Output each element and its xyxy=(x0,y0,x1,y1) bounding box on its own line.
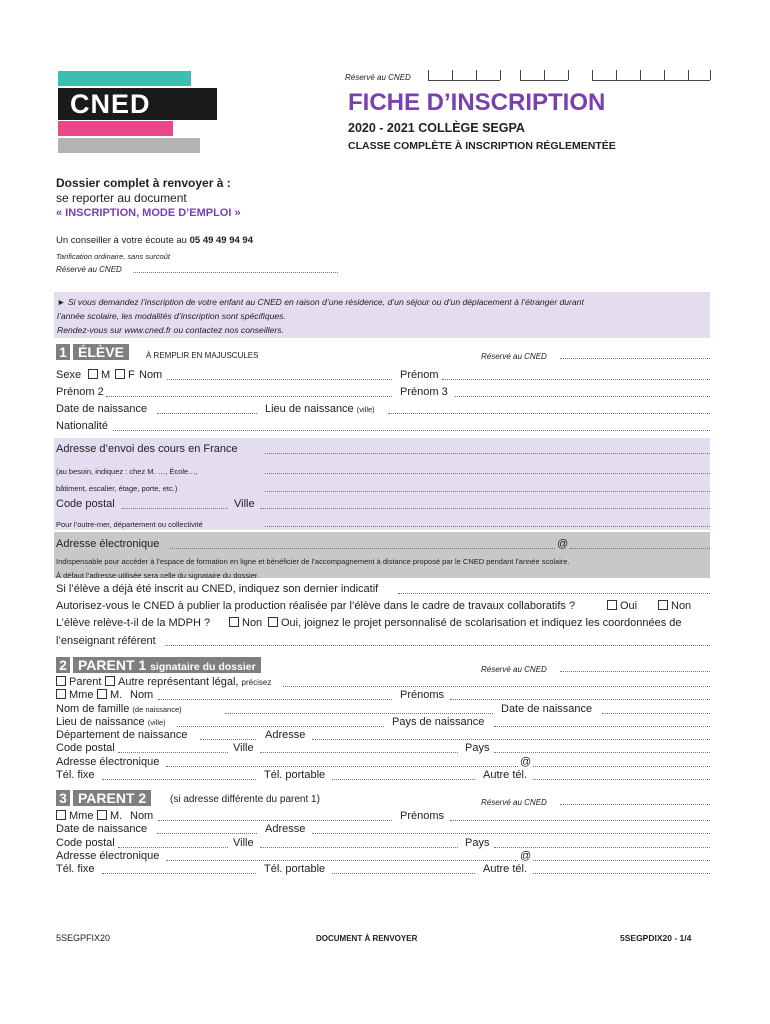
p1-adresse-field[interactable] xyxy=(312,739,710,740)
p1-nom-field[interactable] xyxy=(158,699,392,700)
p1-mme-label: Mme xyxy=(69,689,94,701)
logo-text: CNED xyxy=(70,89,151,119)
p2-tel-fixe-label: Tél. fixe xyxy=(56,863,95,875)
outremer-hint: Pour l’outre-mer, département ou collectivité xyxy=(56,520,203,529)
p2-nom-label: Nom xyxy=(130,810,154,822)
precisez-label: précisez xyxy=(241,678,272,687)
p1-date-naissance-field[interactable] xyxy=(602,713,710,714)
nationalite-field[interactable] xyxy=(113,430,710,431)
email-indispensable: Indispensable pour accéder à l’espace de formation en ligne et bénéficier de l’accompagnement à distance proposé par le CNED pendant l’année scolaire. xyxy=(56,557,570,566)
outremer-field[interactable] xyxy=(265,526,710,527)
p1-prenoms-label: Prénoms xyxy=(400,689,445,701)
nom-field[interactable] xyxy=(167,379,392,380)
precisez-field[interactable] xyxy=(283,686,710,687)
reserve-label: Réservé au CNED xyxy=(345,73,411,82)
prenom-field[interactable] xyxy=(442,379,710,380)
code-postal-label: Code postal xyxy=(56,498,115,510)
p2-ville-field[interactable] xyxy=(260,847,458,848)
section2-title-text: PARENT 1 xyxy=(78,657,147,673)
section2-title-suffix: signataire du dossier xyxy=(150,661,256,673)
p2-ville-label: Ville xyxy=(233,837,254,849)
mdph-oui-option[interactable] xyxy=(268,617,682,630)
prenom-label: Prénom xyxy=(400,369,439,381)
p1-lieu-text: Lieu de naissance xyxy=(56,716,145,728)
p2-email-at: @ xyxy=(520,850,532,862)
non2-label: Non xyxy=(242,617,263,629)
sexe-m-option[interactable] xyxy=(88,369,110,382)
section2-number: 2 xyxy=(56,657,70,673)
dossier-line3: « INSCRIPTION, MODE D’EMPLOI » xyxy=(56,207,241,219)
p1-mme-option[interactable] xyxy=(56,689,93,702)
sexe-label: Sexe xyxy=(56,369,82,381)
p2-m-option[interactable] xyxy=(97,810,122,823)
section1-number: 1 xyxy=(56,344,70,360)
footer-center: DOCUMENT À RENVOYER xyxy=(316,934,418,943)
section3-number: 3 xyxy=(56,790,70,806)
code-postal-field[interactable] xyxy=(122,508,228,509)
email-defaut: À défaut l’adresse utilisée sera celle du signataire du dossier. xyxy=(56,571,260,580)
adresse-line3-field[interactable] xyxy=(265,491,710,492)
ville-label: Ville xyxy=(234,498,255,510)
p1-nom-famille-field[interactable] xyxy=(225,713,493,714)
adresse-line2-field[interactable] xyxy=(265,473,710,474)
p2-date-naissance-field[interactable] xyxy=(157,833,257,834)
checkbox-mdph-non[interactable] xyxy=(229,617,239,627)
deja-inscrit-label: Si l’élève a déjà été inscrit au CNED, indiquez son dernier indicatif xyxy=(56,583,379,595)
date-naissance-field[interactable] xyxy=(157,413,257,414)
subtitle-class: CLASSE COMPLÈTE À INSCRIPTION RÉGLEMENTÉE xyxy=(348,140,616,152)
p1-departement-field[interactable] xyxy=(200,739,256,740)
prenom3-label: Prénom 3 xyxy=(400,386,448,398)
ville-field[interactable] xyxy=(260,508,710,509)
notice-line2: l’année scolaire, les modalités d’inscription sont spécifiques. xyxy=(57,311,286,321)
checkbox-autorisez-oui[interactable] xyxy=(607,600,617,610)
oui-label: Oui xyxy=(620,600,638,612)
section1-reserve: Réservé au CNED xyxy=(481,352,547,361)
autorisez-oui-option[interactable] xyxy=(607,600,637,613)
m-label: M xyxy=(101,369,111,381)
p1-nom-label: Nom xyxy=(130,689,154,701)
autre-option[interactable] xyxy=(105,676,271,689)
section1-hint: À REMPLIR EN MAJUSCULES xyxy=(146,351,259,360)
section3-reserve: Réservé au CNED xyxy=(481,798,547,807)
page-title: FICHE D’INSCRIPTION xyxy=(348,89,606,116)
p1-lieu-naissance-field[interactable] xyxy=(177,726,384,727)
date-naissance-label: Date de naissance xyxy=(56,403,148,415)
au-besoin-hint: (au besoin, indiquez : chez M. …, École…, xyxy=(56,467,198,476)
p1-ville-field[interactable] xyxy=(260,752,458,753)
p2-tel-portable-field[interactable] xyxy=(332,873,475,874)
p1-code-postal-field[interactable] xyxy=(118,752,228,753)
p1-tel-fixe-label: Tél. fixe xyxy=(56,769,95,781)
indicatif-field[interactable] xyxy=(398,593,710,594)
p2-code-postal-label: Code postal xyxy=(56,837,115,849)
footer-right: 5SEGPDIX20 - 1/4 xyxy=(620,933,692,943)
p2-autre-tel-label: Autre tél. xyxy=(483,863,528,875)
p2-mme-label: Mme xyxy=(69,810,94,822)
prenom2-field[interactable] xyxy=(106,396,392,397)
p2-adresse-field[interactable] xyxy=(312,833,710,834)
email-at: @ xyxy=(557,538,569,550)
p2-tel-fixe-field[interactable] xyxy=(102,873,256,874)
checkbox-m[interactable] xyxy=(88,369,98,379)
p2-email-user-field[interactable] xyxy=(166,860,518,861)
p2-pays-field[interactable] xyxy=(494,847,710,848)
parent-option[interactable] xyxy=(56,676,101,689)
batiment-hint: bâtiment, escalier, étage, porte, etc.) xyxy=(56,484,178,493)
lieu-naissance-field[interactable] xyxy=(388,413,710,414)
p2-code-postal-field[interactable] xyxy=(118,847,228,848)
p2-adresse-label: Adresse xyxy=(265,823,306,835)
subtitle-year: 2020 - 2021 COLLÈGE SEGPA xyxy=(348,121,525,135)
lieu-naissance-label xyxy=(265,403,375,416)
p1-lieu-naissance-label xyxy=(56,716,166,729)
checkbox-mdph-oui[interactable] xyxy=(268,617,278,627)
checkbox-p2-mme[interactable] xyxy=(56,810,66,820)
mdph-label: L’élève relève-t-il de la MDPH ? xyxy=(56,617,211,629)
lieu-label: Lieu de naissance xyxy=(265,403,354,415)
checkbox-p2-m[interactable] xyxy=(97,810,107,820)
p2-nom-field[interactable] xyxy=(158,820,392,821)
email-user-field[interactable] xyxy=(170,548,555,549)
p1-nom-famille-label xyxy=(56,703,182,716)
section3-title: PARENT 2 xyxy=(73,790,151,806)
prenom3-field[interactable] xyxy=(455,396,710,397)
p2-m-label: M. xyxy=(110,810,123,822)
p1-code-postal-label: Code postal xyxy=(56,742,115,754)
checkbox-p1-m[interactable] xyxy=(97,689,107,699)
section2-title xyxy=(73,657,261,673)
p2-mme-option[interactable] xyxy=(56,810,93,823)
p1-tel-portable-label: Tél. portable xyxy=(264,769,326,781)
section3-reserve-field[interactable] xyxy=(560,804,710,805)
nationalite-label: Nationalité xyxy=(56,420,108,432)
sexe-f-option[interactable] xyxy=(115,369,135,382)
nom-famille-text: Nom de famille xyxy=(56,703,130,715)
p2-email-domain-field[interactable] xyxy=(533,860,710,861)
checkbox-autorisez-non[interactable] xyxy=(658,600,668,610)
checkbox-f[interactable] xyxy=(115,369,125,379)
mdph-non-option[interactable] xyxy=(229,617,262,630)
p1-pays-field[interactable] xyxy=(494,752,710,753)
p2-tel-portable-label: Tél. portable xyxy=(264,863,326,875)
p1-ville-hint: (ville) xyxy=(147,718,166,727)
autorisez-label: Autorisez-vous le CNED à publier la production réalisée par l’élève dans le cadre de travaux collaboratifs ? xyxy=(56,600,576,612)
p2-prenoms-field[interactable] xyxy=(450,820,710,821)
enseignant-label: l’enseignant référent xyxy=(56,635,156,647)
conseiller-label: Un conseiller à votre écoute au xyxy=(56,235,187,246)
reserve-boxes[interactable] xyxy=(428,68,712,82)
p1-adresse-label: Adresse xyxy=(265,729,306,741)
nom-label: Nom xyxy=(139,369,163,381)
p1-pays-naissance-label: Pays de naissance xyxy=(392,716,485,728)
checkbox-parent[interactable] xyxy=(56,676,66,686)
p2-email-label: Adresse électronique xyxy=(56,850,160,862)
p1-prenoms-field[interactable] xyxy=(450,699,710,700)
autorisez-non-option[interactable] xyxy=(658,600,691,613)
tarif-note: Tarification ordinaire, sans surcoût xyxy=(56,252,170,261)
non-label: Non xyxy=(671,600,692,612)
section2-reserve-field[interactable] xyxy=(560,671,710,672)
prenom2-label: Prénom 2 xyxy=(56,386,104,398)
de-naissance-hint: (de naissance) xyxy=(132,705,182,714)
email-domain-field[interactable] xyxy=(570,548,710,549)
dossier-reserve-field[interactable] xyxy=(133,272,338,273)
adresse-envoi-label: Adresse d’envoi des cours en France xyxy=(56,443,238,455)
p1-tel-fixe-field[interactable] xyxy=(102,779,256,780)
dossier-line1: Dossier complet à renvoyer à : xyxy=(56,176,231,190)
dossier-reserve: Réservé au CNED xyxy=(56,265,122,274)
p1-email-user-field[interactable] xyxy=(166,766,518,767)
p1-ville-label: Ville xyxy=(233,742,254,754)
section3-hint: (si adresse différente du parent 1) xyxy=(170,794,320,805)
dossier-line2: se reporter au document xyxy=(56,191,187,205)
oui-joignez-label: Oui, joignez le projet personnalisé de scolarisation et indiquez les coordonnées de xyxy=(281,617,682,629)
ville-hint: (ville) xyxy=(356,405,375,414)
enseignant-field[interactable] xyxy=(165,645,710,646)
p2-autre-tel-field[interactable] xyxy=(533,873,710,874)
email-label: Adresse électronique xyxy=(56,538,160,550)
p1-departement-label: Département de naissance xyxy=(56,729,188,741)
section1-title: ÉLÈVE xyxy=(73,344,129,360)
p2-date-naissance-label: Date de naissance xyxy=(56,823,148,835)
adresse-line1-field[interactable] xyxy=(265,453,710,454)
p1-pays-label: Pays xyxy=(465,742,490,754)
parent-label: Parent xyxy=(69,676,102,688)
p2-prenoms-label: Prénoms xyxy=(400,810,445,822)
notice-line3: Rendez-vous sur www.cned.fr ou contactez nos conseillers. xyxy=(57,325,284,335)
notice-line1: ► Si vous demandez l’inscription de votre enfant au CNED en raison d’une résidence, d’un séjour ou d’un déplacement à l’étranger durant xyxy=(57,297,584,307)
conseiller-line xyxy=(56,234,253,247)
p1-email-at: @ xyxy=(520,756,532,768)
checkbox-p1-mme[interactable] xyxy=(56,689,66,699)
p1-tel-portable-field[interactable] xyxy=(332,779,475,780)
f-label: F xyxy=(128,369,135,381)
p1-pays-naissance-field[interactable] xyxy=(494,726,710,727)
autre-label: Autre représentant légal, xyxy=(118,676,239,688)
p1-email-label: Adresse électronique xyxy=(56,756,160,768)
checkbox-autre[interactable] xyxy=(105,676,115,686)
p1-autre-tel-label: Autre tél. xyxy=(483,769,528,781)
section2-reserve: Réservé au CNED xyxy=(481,665,547,674)
phone-number: 05 49 49 94 94 xyxy=(189,235,254,246)
section1-reserve-field[interactable] xyxy=(560,358,710,359)
p1-autre-tel-field[interactable] xyxy=(533,779,710,780)
p1-m-option[interactable] xyxy=(97,689,122,702)
footer-left: 5SEGPFIX20 xyxy=(56,933,111,943)
p1-m-label: M. xyxy=(110,689,123,701)
p1-date-naissance-label: Date de naissance xyxy=(501,703,593,715)
p2-pays-label: Pays xyxy=(465,837,490,849)
p1-email-domain-field[interactable] xyxy=(533,766,710,767)
